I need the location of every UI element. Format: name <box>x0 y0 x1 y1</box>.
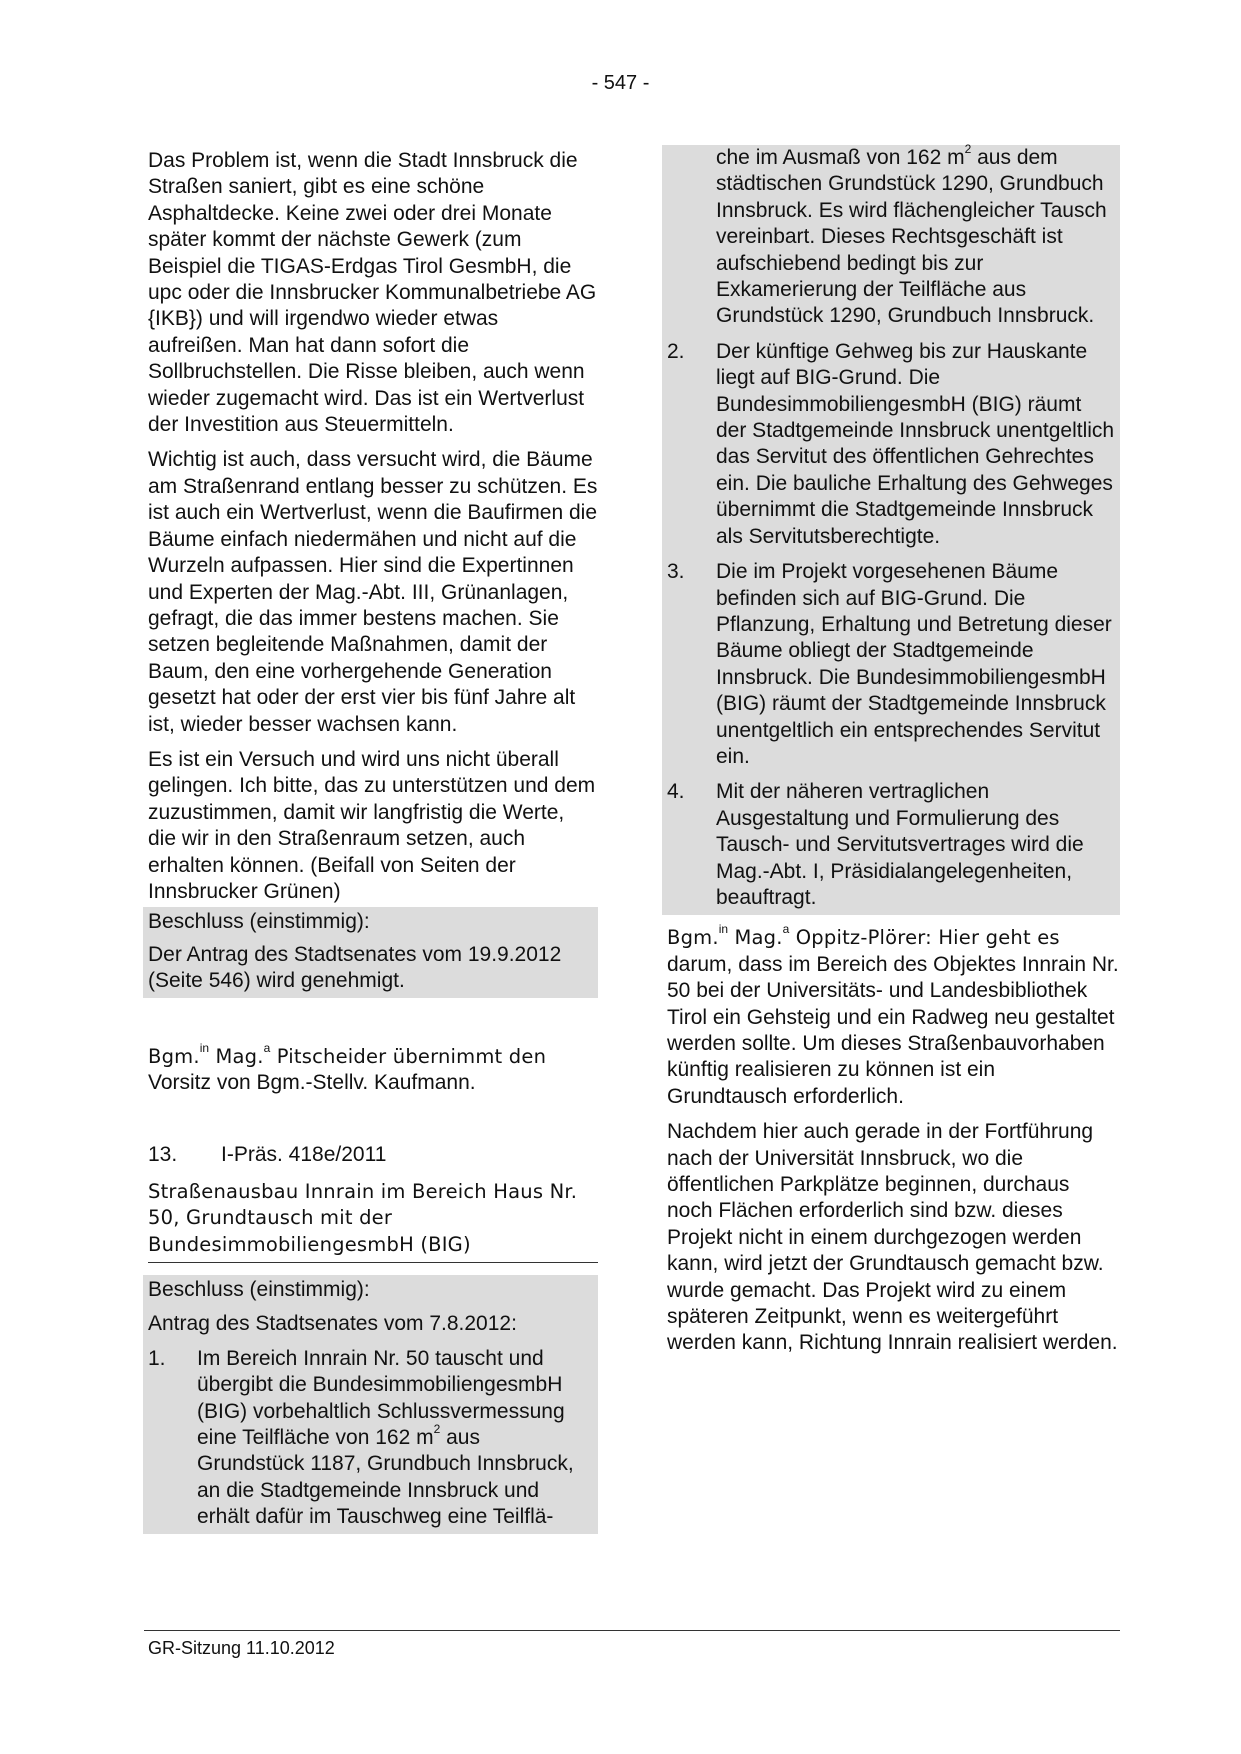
chair-change-note: Bgm.$^{in}$ Mag.$^a$ Pitscheider übernimmt den Vorsitz von Bgm.-Stellv. Kaufmann. <box>148 1040 547 1094</box>
motion-intro: Antrag des Stadtsenates vom 7.8.2012: <box>148 1312 517 1336</box>
left-paragraph-2: Wichtig ist auch, dass versucht wird, die Bäume am Straßenrand entlang besser zu schützen. Es ist auch ein Wertverlust, wenn die Baufirmen die Bäume einfach niedermähen und nicht auf die Wurzeln aufpassen. Hier sind die Expertinnen und Experten der Mag.-Abt. III, Grünanlagen, gefragt, die das immer bestens machen. Sie setzen begleitende Maßnahmen, damit der Baum, den eine vorhergehende Generation gesetzt hat oder der erst vier bis fünf Jahre alt ist, wieder besser wachsen kann. <box>148 448 598 736</box>
list-item-number: 1. <box>148 1346 166 1370</box>
list-item-text: Der künftige Gehweg bis zur Hauskante liegt auf BIG-Grund. Die BundesimmobiliengesmbH (BIG) räumt der Stadtgemeinde Innsbruck unentgeltlich das Servitut des öffentlichen Gehrechtes ein. Die bauliche Erhaltung des Gehweges übernimmt die Stadtgemeinde Innsbruck als Servitutsberechtigte. <box>716 339 1115 548</box>
footer-divider <box>144 1630 1120 1631</box>
resolution-label: Beschluss (einstimmig): <box>148 1278 370 1302</box>
right-column <box>667 142 1120 1366</box>
left-paragraph-1: Das Problem ist, wenn die Stadt Innsbruck die Straßen saniert, gibt es eine schöne Asphaltdecke. Keine zwei oder drei Monate später kommt der nächste Gewerk (zum Beispiel die TIGAS-Erdgas Tirol GesmbH, die upc oder die Innsbrucker Kommunalbetriebe AG {IKB}) und will irgendwo wieder etwas aufreißen. Man hat dann sofort die Sollbruchstellen. Die Risse bleiben, auch wenn wieder zugemacht wird. Das ist ein Wertverlust der Investition aus Steuermitteln. <box>148 149 597 437</box>
resolution-block-1 <box>143 907 598 997</box>
footer-session-date: GR-Sitzung 11.10.2012 <box>148 1638 335 1658</box>
list-item-text: Im Bereich Innrain Nr. 50 tauscht und übergibt die BundesimmobiliengesmbH (BIG) vorbehaltlich Schlussvermessung eine Teilfläche von 162 $m^2$ aus Grundstück 1187, Grundbuch Innsbruck, an die Stadtgemeinde Innsbruck und erhält dafür im Tauschweg eine Teilflä- <box>197 1346 574 1529</box>
left-column <box>148 148 598 1534</box>
resolution-block-2 <box>143 1275 598 1534</box>
speech-paragraph-2: Nachdem hier auch gerade in der Fortführung nach der Universität Innsbruck, wo die öffentlichen Parkplätze beginnen, durchaus noch Flächen erforderlich sind bzw. dieses Projekt nicht in einem durchgezogen werden kann, wird jetzt der Grundtausch gemacht bzw. wurde gemacht. Das Projekt wird zu einem späteren Zeitpunkt, wenn es weitergeführt werden kann, Richtung Innrain realisiert werden. <box>667 1120 1118 1355</box>
list-item-continuation: che im Ausmaß von 162 $m^2$ aus dem städtischen Grundstück 1290, Grundbuch Innsbruck. Es wird flächengleicher Tausch vereinbart. Dieses Rechtsgeschäft ist aufschiebend bedingt bis zur Exkamerierung der Teilfläche aus Grundstück 1290, Grundbuch Innsbruck. <box>716 142 1107 328</box>
speech-paragraph-1: Bgm.$^{in}$ Mag.$^a$ Oppitz-Plörer: Hier geht es darum, dass im Bereich des Objektes Innrain Nr. 50 bei der Universitäts- und Landesbibliothek Tirol ein Gehsteig und ein Radweg neu gestaltet werden sollte. Um dieses Straßenbauvorhaben künftig realisieren zu können ist ein Grundtausch erforderlich. <box>667 922 1119 1108</box>
page-number: - 547 - <box>591 72 650 94</box>
agenda-item-title: Straßenausbau Innrain im Bereich Haus Nr. 50, Grundtausch mit der BundesimmobiliengesmbH (BIG) <box>148 1179 578 1256</box>
list-item-number: 4. <box>667 780 685 804</box>
list-item <box>667 339 1115 550</box>
list-item <box>667 559 1115 770</box>
agenda-item-number: 13. <box>148 1143 178 1167</box>
agenda-item-reference: I-Präs. 418e/2011 <box>221 1143 387 1167</box>
list-item <box>667 779 1115 911</box>
agenda-item-header <box>148 1142 598 1168</box>
list-item <box>148 1346 593 1531</box>
list-item-number: 3. <box>667 560 685 584</box>
list-item-text: Mit der näheren vertraglichen Ausgestaltung und Formulierung des Tausch- und Servitutsvertrages wird die Mag.-Abt. I, Präsidialangelegenheiten, beauftragt. <box>716 780 1084 909</box>
left-paragraph-3: Es ist ein Versuch und wird uns nicht überall gelingen. Ich bitte, das zu unterstützen und dem zuzustimmen, damit wir langfristig die Werte, die wir in den Straßenraum setzen, auch erhalten können. (Beifall von Seiten der Innsbrucker Grünen) <box>148 747 596 903</box>
agenda-item-title-block <box>148 1179 598 1263</box>
resolution-block-2-continued <box>662 142 1120 915</box>
resolution-text: Der Antrag des Stadtsenates vom 19.9.2012 (Seite 546) wird genehmigt. <box>148 942 562 993</box>
resolution-label: Beschluss (einstimmig): <box>148 910 370 934</box>
list-item-text: Die im Projekt vorgesehenen Bäume befinden sich auf BIG-Grund. Die Pflanzung, Erhaltung und Betretung dieser Bäume obliegt der Stadtgemeinde Innsbruck. Die BundesimmobiliengesmbH (BIG) räumt der Stadtgemeinde Innsbruck unentgeltlich ein entsprechendes Servitut ein. <box>716 560 1112 768</box>
list-item-number: 2. <box>667 339 685 363</box>
